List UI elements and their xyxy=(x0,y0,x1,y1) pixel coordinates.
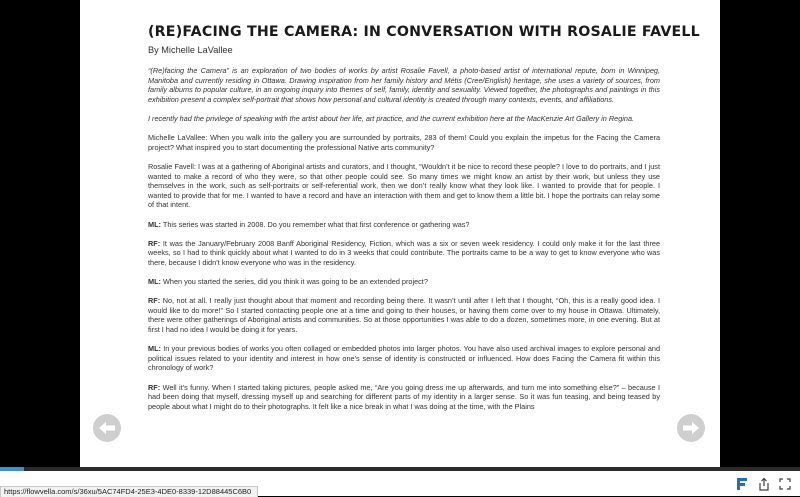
privilege-paragraph: I recently had the privilege of speaking with the artist about her life, art practice, and the current exhibition here at the MacKenzie Art Gallery in Regina. xyxy=(148,113,635,123)
share-icon[interactable] xyxy=(757,477,771,491)
speaker-label: RF: xyxy=(148,382,161,392)
answer-3 xyxy=(148,296,660,334)
speaker-label: Rosalie Favell: xyxy=(148,161,196,171)
answer-2 xyxy=(148,239,660,268)
flowvella-logo-icon[interactable] xyxy=(735,477,749,491)
question-text: This series was started in 2008. Do you remember what that first conference or gathering was? xyxy=(162,219,470,229)
question-4 xyxy=(148,344,660,373)
document-page xyxy=(80,0,720,467)
question-2 xyxy=(148,220,660,230)
question-3 xyxy=(148,277,660,287)
answer-4 xyxy=(148,383,660,412)
speaker-label: RF: xyxy=(148,238,161,248)
answer-text: No, not at all. I really just thought about that moment and recording being there. It wasn’t until after I left that I thought, “Oh, this is a really good idea. I would like to do more!” So I started contacting people one at a time and going to their houses, or having them come over to my house in Ottawa. Ultimately, there were other gatherings of Aboriginal artists and communities. So at those opportunities I was able to do a dozen, sometimes more, in one evening. But at first I had no idea I would be doing it for years. xyxy=(148,296,660,335)
speaker-label: Michelle LaVallee: xyxy=(148,133,208,143)
speaker-label: ML: xyxy=(148,344,161,354)
question-text: In your previous bodies of works you often collaged or embedded photos into larger photos. You have also used archival images to explore personal and political issues related to your identity and interest in how one’s sense of identity is constructed or influenced. How does Facing the Camera fit within this chronology of work? xyxy=(148,344,660,373)
intro-paragraph: “(Re)facing the Camera” is an exploration of two bodies of works by artist Rosalie Favell, a photo-based artist of international repute, born in Winnipeg, Manitoba and currently residing in Ottawa. Drawing inspiration from her family history and Métis (Cree/English) heritage, she uses a variety of sources, from family albums to popular culture, in an ongoing inquiry into themes of self, family, identity and sexuality. Viewed together, the photographs and paintings in this exhibition present a complex self-portrait that shows how personal and cultural identity is created through many contexts, events, and affiliations. xyxy=(148,66,660,104)
answer-text: It was the January/February 2008 Banff Aboriginal Residency, Fiction, which was a six or seven week residency. I could only make it for the last three weeks, so I had to think quickly about what I wanted to do in 3 weeks that could contribute. The portraits came to be a way to get to know everyone who was there, because I didn’t know everyone who was in the residency. xyxy=(148,238,661,267)
status-url: https://flowvella.com/s/36xu/5AC74FD4-25E3-4DE0-8339-12D88445C6B0 xyxy=(0,486,258,497)
arrow-left-icon xyxy=(93,414,121,442)
article xyxy=(148,24,700,421)
expand-icon[interactable] xyxy=(778,477,792,491)
speaker-label: RF: xyxy=(148,296,161,306)
question-text: When you started the series, did you think it was going to be an extended project? xyxy=(163,277,428,287)
answer-text: I was at a gathering of Aboriginal artists and curators, and I thought, “Wouldn’t it be nice to record these people? I love to do portraits, and I just wanted to make a record of who they were, so that other people could see. So many times we might know an artist by their work, but unless they use themselves in the work, such as self-portraits or self-referential work, then we don’t really know what they look like. I wanted to provide that for people. I wanted to provide that for me. I wanted to have a record and have an interaction with them and get to know them a little bit. I hope the portraits can relay some of that intent. xyxy=(148,161,660,210)
question-text: When you walk into the gallery you are surrounded by portraits, 283 of them! Could you explain the impetus for the Facing the Camera project? What inspired you to start documenting the professional Native arts community? xyxy=(148,133,661,152)
speaker-label: ML: xyxy=(148,219,161,229)
article-title: (RE)FACING THE CAMERA: IN CONVERSATION WITH ROSALIE FAVELL xyxy=(148,24,700,40)
article-byline: By Michelle LaVallee xyxy=(148,45,233,55)
arrow-right-icon xyxy=(677,414,705,442)
answer-text: Well it’s funny. When I started taking pictures, people asked me, “Are you going dress me up afterwards, and turn me into something else?” – because I had been doing that myself, dressing myself up and searching for different parts of my identity in a larger sense. So it was fun teasing, and being teased by people about what I might do to their photographs. It felt like a nice break in what I was doing at the time, with the Plains xyxy=(148,382,661,411)
answer-1 xyxy=(148,162,660,210)
question-1 xyxy=(148,133,660,152)
speaker-label: ML: xyxy=(148,277,161,287)
next-page-button[interactable] xyxy=(677,414,705,442)
previous-page-button[interactable] xyxy=(93,414,121,442)
